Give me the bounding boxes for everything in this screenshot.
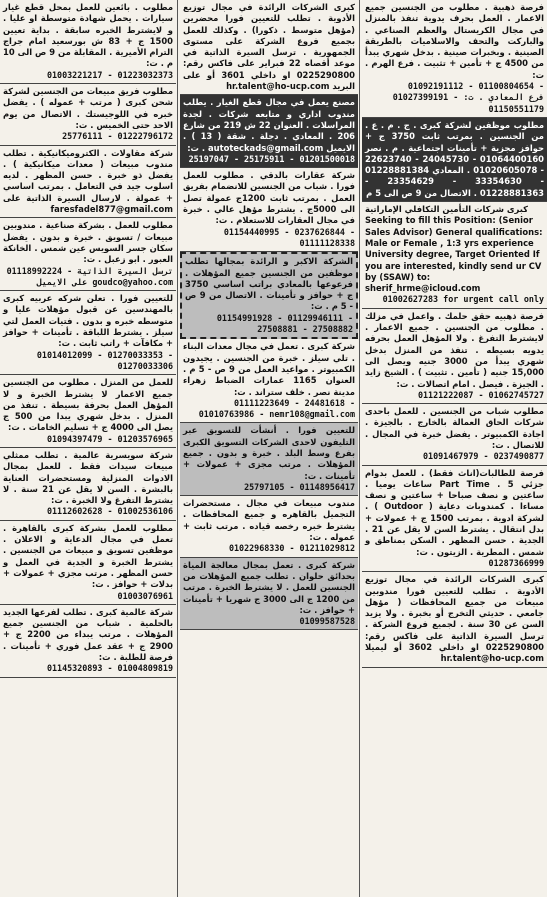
classified-ad	[362, 0, 547, 118]
column-divider	[177, 0, 178, 897]
ad-text: شركة مقاولات . الكتروميكانيكية . تطلب مندوب مبيعات ( معدات ميكانيكية ) . يفضل ذو خبرة . حسن المظهر . لديه اسلوب جيد في التعامل . بمرتب اساسي + عمولة . لارسال السيرة الذاتية على faresfadel877@gmail.com	[3, 147, 173, 215]
classified-ad	[362, 466, 547, 573]
column-left	[0, 0, 176, 897]
ad-text: كبرى شركات التأمين التكافلي الإماراتية Seeking to fill this Position: (Senior Sales Advisor) General qualifications: Male or Female , 1:3 yrs experience University degree, Target Oriented If you are interested, kindly send ur CV by (SSAW) to: sherif_hrme@icloud.com	[365, 204, 543, 294]
classified-ad	[362, 572, 547, 667]
classified-ad	[362, 404, 547, 465]
ad-phone-numbers: 01003076961	[117, 590, 173, 601]
ad-text: فرصة للطالبات(اناث فقط) . للعمل بدوام جزئي Part Time . 5 ساعات يوميا . ساعتين و نصف صباحا + ساعتين و نصف مساءا . كمندوبات دعاية ( Outdoor ) . لشركة ادوية . بمرتب 1500 ج + عمولات + بدل انتقال . يشترط السن لا يقل عن 21 . الجدية . حسن المظهر . السكن بمناطق و شمس . المطرية . الزيتون . ت:	[365, 467, 544, 557]
ad-phone-numbers: 01145320893 - 01004809819	[46, 663, 173, 674]
classified-ad	[0, 375, 176, 448]
classified-ad	[0, 146, 176, 219]
classified-ad	[0, 218, 176, 291]
ad-text: شركة عقارات بالدقي . مطلوب للعمل فورا . شباب من الجنسين للانضمام بفريق العمل . بمرتب ثابت 1200ج عمولة تصل الى 5000ج . يشترط مؤهل عالي . خبرة في مجال العقارات للاستعلام . ت:	[183, 170, 356, 226]
classified-ad	[0, 521, 176, 605]
classified-ad	[180, 252, 358, 339]
ad-text: مطلوب للعمل . بشركة صناعية . مندوبين مبيعات / تسويق . خبرة و بدون . يفضل سكان جسر السويس عين شمس . الخانكة العبور . ابو زعبل . ت:	[3, 220, 173, 265]
classified-ad	[0, 448, 176, 521]
ad-text: مطلوب للعمل بشركة كبرى بالقاهرة . تعمل في مجال الدعاية و الاعلان . موظفين تسويق و مبيعات من الجنسين . يشترط الخبرة و الجدية في العمل و حسن المظهر . مرتب مجزي + عمولات + بدلات + حوافز . ت:	[3, 522, 173, 590]
classified-ad	[180, 558, 358, 631]
classified-ad	[180, 339, 358, 423]
ad-phone-numbers: 01022968330 - 01211029812	[228, 543, 355, 554]
ad-text: شركة عالمية كبرى . تطلب لفرعها الجديد بالحلمية . شباب من الجنسين جميع المؤهلات . مرتب يبداء من 2200 ج + 2900 ج + عقد عمل فوري + تأمينات . فرصة للطلبة . ت:	[3, 606, 174, 663]
classified-ad	[180, 168, 358, 252]
column-right	[362, 0, 547, 897]
ad-text: مندوب مبيعات في مجال . مستحضرات التجميل بالقاهره و جميع المحافظات . يشترط خبره رخصه قياده . مرتب ثابت + عموله . ت:	[183, 498, 355, 543]
classified-ad	[0, 0, 176, 84]
ad-phone-numbers: 01003221217 - 01223032373	[46, 69, 173, 80]
classified-ad	[362, 309, 547, 404]
column-middle	[180, 0, 358, 897]
ad-phone-numbers: 01121222087 - 01062745727	[417, 389, 544, 400]
ad-phone-numbers: 01111223649 - 24481618 - 01010763986 - nemr108@gmail.com	[198, 397, 355, 420]
ad-phone-numbers: 25776111 - 01222796172	[62, 131, 173, 142]
ad-text: شركة سويسرية عالمية . تطلب ممثلي مبيعات سيدات فقط . للعمل بمجال الادوات المنزلية ومستحضرات العناية بالبشرة . السن لا يقل عن 21 سنة . لا يشترط التفرغ ولا الخبرة . ت:	[3, 449, 174, 506]
ad-phone-numbers: 01112602628 - 01002536106	[46, 506, 173, 517]
ad-text: الشركة الاكبر و الرائدة بمجالها تطلب موظفين من الجنسين جميع المؤهلات . فرعوعها بالمعادي براتب اساسي 3750 ج + حوافز و تأمينات . الاتصال من 9 ص - 5 م . ت:	[185, 256, 353, 312]
ad-phone-numbers: 01099587528	[299, 616, 355, 627]
ad-phone-numbers: 01154991928 - 01129946111 - 27508881 - 27508882	[216, 312, 353, 335]
ad-text: مطلوب . بائعين للعمل بمحل قطع غيار سيارات . يحمل شهادة متوسطة او عليا . و لايشترط الخبره سابقة . بداية تعيين 1500 ج + 83 ش بورسعيد امام جراج الترام الأميرية . المقابلة من 9 ص الى 10 م . ت:	[3, 2, 173, 69]
ad-phone-numbers: 01118992224 - ترسل السيرة الذاتية على الايميل goudco@yahoo.com	[6, 265, 173, 287]
classified-ad	[0, 605, 176, 678]
ad-phone-numbers: 01092191112 - 01100804654 - 01027399191 - فرع المعادي . ت: 01150551179	[392, 81, 544, 114]
ad-phone-numbers: 01287366999	[488, 557, 544, 568]
ad-text: مطلوب فريق مبيعات من الجنسين لشركة شحن كبرى ( مرتب + عموله ) . يفضل خبره في اللوجيستك . الاتصال من يوم الاحد حتى الخميس . ت:	[3, 86, 173, 130]
classified-ad	[0, 84, 176, 145]
column-divider	[359, 0, 360, 897]
ad-text: كبرى الشركات الرائدة في مجال توزيع الأدوية . تطلب للتعيين فورا مندوبين مبيعات من جميع المحافظات ( مؤهل جامعي . حديثي التخرج أو بخبرة . ولا يزيد السن عن 30 سنة . لجميع فروع الشركة . ترسل السيرة الذاتية على فاكس رقم: 0225290800 او داخلي 3602 أو ليميلا hr.talent@ho-ucp.com	[365, 574, 544, 664]
ad-text: مطلوب موظفين لشركة كبرى . ج . م . ع . من الجنسين . بمرتب ثابت 3750 ج + حوافز مجزية + تأمينات اجتماعية . م . نصر 01064400160 - 24045730 - 22623740 - 01020605078 . المعادي 01228881384 - 33354630 - 23354629 - 01228881363 . الاتصال من 9 ص الى 5 م	[365, 119, 545, 198]
ad-phone-numbers: 01094397479 - 01203576965	[46, 433, 173, 444]
ad-phone-numbers: 01154440995 - 0237626844 - 01111128338	[223, 226, 355, 248]
ad-text: كبرى الشركات الرائدة في مجال توزيع الأدوية . تطلب للتعيين فورا محضرين (مؤهل متوسط . ذكورا) . وكذلك للعمل بجميع فروع الشركة على مستوى الجمهورية . ترسل السيرة الذاتية في موعد أقصاه 22 فبراير على فاكس رقم: 0225290800 او داخلي 3601 أو على البريد hr.talent@ho-ucp.com	[183, 2, 355, 92]
ad-text: مصنع يعمل في مجال قطع الغيار . يطلب مندوب اداري و متابعه شركات . لجدة المراسلات . العنوان 22 ش 219 من شارع 206 . المعادي . دجلة . شقة ( 13 ) . الايميل autoteckads@gmail.com . ت:	[183, 97, 355, 153]
ad-phone-numbers: 25197047 - 25175911 - 01201500018	[188, 153, 355, 164]
classified-ad	[180, 423, 358, 496]
classified-ad	[180, 0, 358, 95]
classified-ad	[180, 496, 358, 557]
classified-ad	[362, 118, 547, 202]
ad-text: مطلوب شباب من الجنسين . للعمل باحدى شركات الحاق العمالة بالخارج . بالجيزة . اجادة الكمبيوتر . يفضل خبرة في المجال . للاتصال . ت:	[365, 406, 544, 450]
ad-text: شركة كبرى . تعمل بمجال معالجة المياة بحدائق حلوان . تطلب جميع المؤهلات من الجنسين للعمل . لا يشترط الخبرة . مرتب من 1200 ج الى 3000 ج شهريا + تأمينات + حوافز . ت:	[183, 559, 355, 615]
ad-phone-numbers: 01002627283 for urgent call only	[382, 294, 544, 305]
ad-text: للتعيين فورا . تعلن شركه عربيه كبرى بالمهندسين عن قبول مؤهلات عليا و متوسطه خبره و بدون . فتيات العمل لتي سيلز . يشترط اللباقة . تأمينات + حوافز + مكافآت + راتب ثابت . ت:	[3, 293, 173, 349]
ad-text: شركة كبرى . تعمل في مجال معدات البناء . تلي سيلز . خبرة من الجنسين . يجيدون الكمبيوتر . مواعيد العمل من 9 ص - 5 م . العنوان 1165 عمارات الضباط زهراء مدينة نصر . خلف ستراند . ت:	[183, 341, 355, 397]
ad-phone-numbers: 01091467979 - 0237490877	[422, 451, 544, 462]
classified-ad	[0, 291, 176, 375]
ad-phone-numbers: 01014012099 - 01270033353 - 01270033306	[36, 349, 173, 371]
ad-text: للعمل من المنزل . مطلوب من الجنسين جميع الاعمار لا يشترط الخبرة و لا المؤهل العمل بحرفة بسيطة . تنفذ من المنزل . بدخل شهري يبدا من 500 ج يصل الى 4000 ج + تسليم الخامات . ت:	[3, 377, 173, 433]
classified-ad	[180, 95, 358, 168]
ad-text: للتعيين فورا . أنشأت للتسويق عبر التليفون لاحدى الشركات التسويق الكبرى بفرع وسط البلد . خبرة و بدون . جميع المؤهلات . مرتب مجزى + عمولات + تأمينات . ت:	[183, 425, 355, 481]
ad-text: فرصة ذهبيه حقق حلمك . واعمل في مزلك . مطلوب من الجنسين . جميع الاعمار . لايشترط التفرغ . ولا المؤهل العمل بحرفه يدويه بسيطه . تنفذ من المنزل بدخل شهري يبدأ من 3000 جنيه ويصل الى 15,000 جنيه ( تأمين . تثبيت ) . الشيخ زايد . الجيزة . فيصل . امام اتصالات . ت:	[365, 310, 544, 389]
ad-phone-numbers: 25797105 - 01148956417	[244, 481, 355, 492]
ad-text: فرصة ذهبية . مطلوب من الجنسين جميع الاعمار . العمل بحرف يدوية تنفذ بالمنزل في مجال الكريستال والعظم الصناعي . والباركت والتحف والاسلاميات بالطريقة الصينية . وبخبرات صينية . بدخل شهري يبدأ من 4500 ج + تأمين + تثبيت . فرع الهرم . ت:	[365, 2, 544, 80]
classified-ad	[362, 202, 547, 309]
